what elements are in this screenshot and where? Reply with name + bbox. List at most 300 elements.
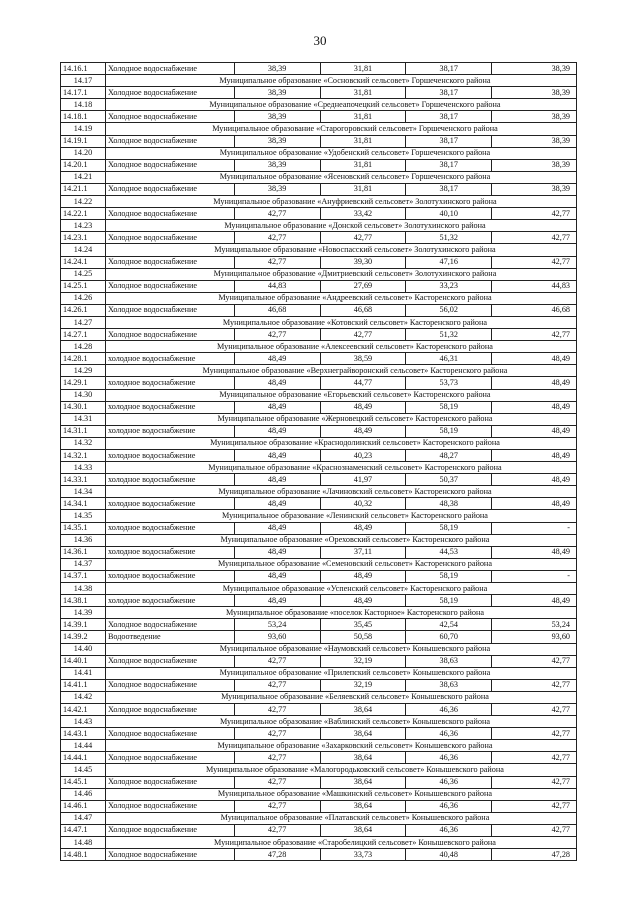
tariff-value-1: 47,28 xyxy=(234,849,320,861)
tariff-value-2: 31,81 xyxy=(320,183,406,195)
tariff-value-4: 48,49 xyxy=(492,353,577,365)
tariff-value-4: 42,77 xyxy=(492,728,577,740)
tariff-value-3: 38,63 xyxy=(406,679,492,691)
tariff-value-2: 31,81 xyxy=(320,159,406,171)
service-row xyxy=(61,546,577,558)
municipality-name: Муниципальное образование «Беляевский сельсовет» Конышевского района xyxy=(105,691,576,703)
row-number: 14.22.1 xyxy=(61,208,106,220)
municipality-row xyxy=(61,486,577,498)
municipality-row xyxy=(61,413,577,425)
tariff-value-2: 32,19 xyxy=(320,655,406,667)
tariff-value-4: 42,77 xyxy=(492,208,577,220)
tariff-value-2: 38,64 xyxy=(320,800,406,812)
tariff-value-2: 42,77 xyxy=(320,232,406,244)
row-number: 14.36 xyxy=(61,534,106,546)
tariff-value-2: 42,77 xyxy=(320,329,406,341)
tariff-value-3: 40,10 xyxy=(406,208,492,220)
tariff-value-4: 48,49 xyxy=(492,425,577,437)
service-name: Холодное водоснабжение xyxy=(105,208,234,220)
tariff-value-2: 44,77 xyxy=(320,377,406,389)
row-number: 14.27.1 xyxy=(61,329,106,341)
tariff-value-1: 48,49 xyxy=(234,595,320,607)
service-row xyxy=(61,679,577,691)
service-row xyxy=(61,522,577,534)
tariff-value-3: 47,16 xyxy=(406,256,492,268)
service-name: Холодное водоснабжение xyxy=(105,63,234,75)
row-number: 14.38.1 xyxy=(61,595,106,607)
tariff-value-2: 33,42 xyxy=(320,208,406,220)
municipality-name: Муниципальное образование «Ленинский сельсовет» Касторенского района xyxy=(105,510,576,522)
service-name: холодное водоснабжение xyxy=(105,546,234,558)
service-name: Холодное водоснабжение xyxy=(105,655,234,667)
service-name: холодное водоснабжение xyxy=(105,377,234,389)
service-row xyxy=(61,159,577,171)
row-number: 14.47.1 xyxy=(61,824,106,836)
tariff-value-4: - xyxy=(492,522,577,534)
municipality-name: Муниципальное образование «Сосновский сельсовет» Горшеченского района xyxy=(105,75,576,87)
municipality-row xyxy=(61,716,577,728)
row-number: 14.46.1 xyxy=(61,800,106,812)
tariff-value-4: 42,77 xyxy=(492,703,577,715)
service-name: Холодное водоснабжение xyxy=(105,256,234,268)
row-number: 14.48.1 xyxy=(61,849,106,861)
tariff-value-1: 48,49 xyxy=(234,570,320,582)
service-name: холодное водоснабжение xyxy=(105,450,234,462)
service-row xyxy=(61,63,577,75)
service-row xyxy=(61,304,577,316)
tariff-value-3: 53,73 xyxy=(406,377,492,389)
tariff-value-1: 48,49 xyxy=(234,522,320,534)
row-number: 14.26.1 xyxy=(61,304,106,316)
tariff-value-2: 41,97 xyxy=(320,474,406,486)
tariff-value-4: 48,49 xyxy=(492,595,577,607)
tariff-value-4: 46,68 xyxy=(492,304,577,316)
municipality-row xyxy=(61,220,577,232)
tariff-value-2: 38,59 xyxy=(320,353,406,365)
row-number: 14.24.1 xyxy=(61,256,106,268)
municipality-name: Муниципальное образование «Прилепский сельсовет» Конышевского района xyxy=(105,667,576,679)
tariff-value-1: 48,49 xyxy=(234,425,320,437)
tariff-value-3: 58,19 xyxy=(406,595,492,607)
row-number: 14.48 xyxy=(61,837,106,849)
service-row xyxy=(61,232,577,244)
tariff-value-3: 38,63 xyxy=(406,655,492,667)
tariff-value-1: 42,77 xyxy=(234,824,320,836)
row-number: 14.40.1 xyxy=(61,655,106,667)
tariff-value-1: 42,77 xyxy=(234,752,320,764)
tariff-value-4: 38,39 xyxy=(492,111,577,123)
tariff-value-1: 42,77 xyxy=(234,232,320,244)
municipality-row xyxy=(61,837,577,849)
service-row xyxy=(61,824,577,836)
service-row xyxy=(61,728,577,740)
tariff-value-4: 48,49 xyxy=(492,377,577,389)
service-name: холодное водоснабжение xyxy=(105,401,234,413)
row-number: 14.17.1 xyxy=(61,87,106,99)
row-number: 14.18 xyxy=(61,99,106,111)
tariff-value-4: - xyxy=(492,570,577,582)
service-row xyxy=(61,849,577,861)
municipality-name: Муниципальное образование «Наумовский сельсовет» Конышевского района xyxy=(105,643,576,655)
municipality-row xyxy=(61,788,577,800)
tariff-value-2: 48,49 xyxy=(320,570,406,582)
municipality-name: Муниципальное образование «Старобелицкий сельсовет» Конышевского района xyxy=(105,837,576,849)
municipality-name: Муниципальное образование «Верхнеграйворонский сельсовет» Касторенского района xyxy=(105,365,576,377)
tariff-value-1: 48,49 xyxy=(234,401,320,413)
service-row xyxy=(61,135,577,147)
row-number: 14.28.1 xyxy=(61,353,106,365)
service-name: холодное водоснабжение xyxy=(105,595,234,607)
service-name: Холодное водоснабжение xyxy=(105,776,234,788)
municipality-row xyxy=(61,316,577,328)
row-number: 14.21.1 xyxy=(61,183,106,195)
municipality-name: Муниципальное образование «Жерновецкий сельсовет» Касторенского района xyxy=(105,413,576,425)
service-name: Водоотведение xyxy=(105,631,234,643)
service-name: холодное водоснабжение xyxy=(105,570,234,582)
municipality-name: Муниципальное образование «Дмитриевский сельсовет» Золотухинского района xyxy=(105,268,576,280)
municipality-name: Муниципальное образование «Среднеапочецкий сельсовет» Горшеченского района xyxy=(105,99,576,111)
tariff-value-4: 42,77 xyxy=(492,232,577,244)
page-number: 30 xyxy=(313,33,327,48)
municipality-name: Муниципальное образование «Новоспасский сельсовет» Золотухинского района xyxy=(105,244,576,256)
row-number: 14.28 xyxy=(61,341,106,353)
tariff-value-2: 48,49 xyxy=(320,401,406,413)
tariff-value-2: 33,73 xyxy=(320,849,406,861)
row-number: 14.31.1 xyxy=(61,425,106,437)
service-name: Холодное водоснабжение xyxy=(105,619,234,631)
tariff-value-3: 51,32 xyxy=(406,232,492,244)
row-number: 14.30 xyxy=(61,389,106,401)
row-number: 14.39.2 xyxy=(61,631,106,643)
tariff-value-3: 46,36 xyxy=(406,703,492,715)
row-number: 14.23.1 xyxy=(61,232,106,244)
row-number: 14.42.1 xyxy=(61,703,106,715)
row-number: 14.35 xyxy=(61,510,106,522)
tariff-value-1: 38,39 xyxy=(234,63,320,75)
tariff-value-4: 38,39 xyxy=(492,159,577,171)
row-number: 14.20 xyxy=(61,147,106,159)
tariff-value-4: 42,77 xyxy=(492,776,577,788)
tariff-value-4: 42,77 xyxy=(492,824,577,836)
tariff-value-3: 46,36 xyxy=(406,824,492,836)
tariff-value-2: 31,81 xyxy=(320,135,406,147)
municipality-name: Муниципальное образование «Краснознаменский сельсовет» Касторенского района xyxy=(105,462,576,474)
row-number: 14.40 xyxy=(61,643,106,655)
tariff-value-3: 44,53 xyxy=(406,546,492,558)
municipality-name: Муниципальное образование «Ореховский сельсовет» Касторенского района xyxy=(105,534,576,546)
tariff-value-4: 42,77 xyxy=(492,655,577,667)
service-name: Холодное водоснабжение xyxy=(105,800,234,812)
municipality-name: Муниципальное образование «Малогородьковский сельсовет» Конышевского района xyxy=(105,764,576,776)
service-name: Холодное водоснабжение xyxy=(105,87,234,99)
municipality-row xyxy=(61,292,577,304)
tariff-value-2: 38,64 xyxy=(320,728,406,740)
tariff-value-3: 46,36 xyxy=(406,728,492,740)
row-number: 14.37.1 xyxy=(61,570,106,582)
service-row xyxy=(61,256,577,268)
municipality-row xyxy=(61,75,577,87)
row-number: 14.42 xyxy=(61,691,106,703)
row-number: 14.33.1 xyxy=(61,474,106,486)
tariff-value-2: 48,49 xyxy=(320,425,406,437)
tariff-value-4: 48,49 xyxy=(492,498,577,510)
municipality-name: Муниципальное образование «Ваблинский сельсовет» Конышевского района xyxy=(105,716,576,728)
row-number: 14.26 xyxy=(61,292,106,304)
row-number: 14.37 xyxy=(61,558,106,570)
tariff-value-2: 40,32 xyxy=(320,498,406,510)
tariff-value-4: 42,77 xyxy=(492,256,577,268)
tariff-value-1: 42,77 xyxy=(234,679,320,691)
row-number: 14.45.1 xyxy=(61,776,106,788)
service-name: Холодное водоснабжение xyxy=(105,824,234,836)
tariff-value-3: 58,19 xyxy=(406,425,492,437)
row-number: 14.29.1 xyxy=(61,377,106,389)
tariff-value-1: 42,77 xyxy=(234,208,320,220)
tariff-value-3: 56,02 xyxy=(406,304,492,316)
tariff-value-3: 38,17 xyxy=(406,63,492,75)
service-name: Холодное водоснабжение xyxy=(105,183,234,195)
tariff-value-4: 42,77 xyxy=(492,752,577,764)
service-row xyxy=(61,329,577,341)
tariff-value-1: 48,49 xyxy=(234,377,320,389)
tariff-value-3: 46,36 xyxy=(406,752,492,764)
municipality-row xyxy=(61,171,577,183)
tariff-value-2: 46,68 xyxy=(320,304,406,316)
row-number: 14.18.1 xyxy=(61,111,106,123)
tariff-value-3: 38,17 xyxy=(406,159,492,171)
tariff-value-3: 46,36 xyxy=(406,800,492,812)
service-name: Холодное водоснабжение xyxy=(105,849,234,861)
tariff-value-3: 50,37 xyxy=(406,474,492,486)
row-number: 14.30.1 xyxy=(61,401,106,413)
tariff-value-3: 48,27 xyxy=(406,450,492,462)
tariff-value-2: 31,81 xyxy=(320,63,406,75)
tariff-value-3: 48,38 xyxy=(406,498,492,510)
municipality-name: Муниципальное образование «Успенский сельсовет» Касторенского района xyxy=(105,583,576,595)
tariff-value-2: 31,81 xyxy=(320,111,406,123)
row-number: 14.20.1 xyxy=(61,159,106,171)
tariff-value-2: 38,64 xyxy=(320,703,406,715)
tariff-value-2: 31,81 xyxy=(320,87,406,99)
service-name: холодное водоснабжение xyxy=(105,522,234,534)
tariff-value-1: 48,49 xyxy=(234,474,320,486)
municipality-row xyxy=(61,123,577,135)
tariff-value-3: 38,17 xyxy=(406,135,492,147)
service-row xyxy=(61,280,577,292)
row-number: 14.38 xyxy=(61,583,106,595)
municipality-name: Муниципальное образование «Машкинский сельсовет» Конышевского района xyxy=(105,788,576,800)
tariff-value-3: 38,17 xyxy=(406,183,492,195)
tariff-value-2: 37,11 xyxy=(320,546,406,558)
tariff-value-1: 44,83 xyxy=(234,280,320,292)
tariff-value-4: 38,39 xyxy=(492,63,577,75)
service-row xyxy=(61,353,577,365)
row-number: 14.34 xyxy=(61,486,106,498)
service-name: холодное водоснабжение xyxy=(105,425,234,437)
municipality-row xyxy=(61,558,577,570)
tariff-value-4: 38,39 xyxy=(492,135,577,147)
service-row xyxy=(61,425,577,437)
municipality-row xyxy=(61,534,577,546)
tariff-value-1: 42,77 xyxy=(234,703,320,715)
municipality-name: Муниципальное образование «Лачиновский сельсовет» Касторенского района xyxy=(105,486,576,498)
municipality-row xyxy=(61,510,577,522)
tariff-value-1: 42,77 xyxy=(234,800,320,812)
tariff-value-4: 38,39 xyxy=(492,87,577,99)
municipality-row xyxy=(61,268,577,280)
service-row xyxy=(61,776,577,788)
tariff-value-1: 38,39 xyxy=(234,111,320,123)
service-name: холодное водоснабжение xyxy=(105,353,234,365)
tariff-value-4: 44,83 xyxy=(492,280,577,292)
tariff-value-1: 93,60 xyxy=(234,631,320,643)
municipality-row xyxy=(61,99,577,111)
municipality-name: Муниципальное образование «Краснодолинский сельсовет» Касторенского района xyxy=(105,437,576,449)
tariff-value-2: 32,19 xyxy=(320,679,406,691)
row-number: 14.39 xyxy=(61,607,106,619)
tariff-value-1: 48,49 xyxy=(234,546,320,558)
service-row xyxy=(61,595,577,607)
tariff-value-3: 58,19 xyxy=(406,401,492,413)
service-name: Холодное водоснабжение xyxy=(105,728,234,740)
service-name: Холодное водоснабжение xyxy=(105,111,234,123)
service-row xyxy=(61,377,577,389)
tariff-value-1: 42,77 xyxy=(234,728,320,740)
tariff-value-4: 38,39 xyxy=(492,183,577,195)
tariff-value-1: 42,77 xyxy=(234,329,320,341)
municipality-row xyxy=(61,740,577,752)
tariff-value-1: 42,77 xyxy=(234,776,320,788)
tariff-value-3: 40,48 xyxy=(406,849,492,861)
service-name: холодное водоснабжение xyxy=(105,474,234,486)
municipality-row xyxy=(61,812,577,824)
municipality-name: Муниципальное образование «Удобенский сельсовет» Горшеченского района xyxy=(105,147,576,159)
service-row xyxy=(61,631,577,643)
row-number: 14.27 xyxy=(61,316,106,328)
municipality-row xyxy=(61,196,577,208)
tariff-value-1: 38,39 xyxy=(234,135,320,147)
municipality-name: Муниципальное образование «Захарковский сельсовет» Конышевского района xyxy=(105,740,576,752)
service-row xyxy=(61,752,577,764)
row-number: 14.35.1 xyxy=(61,522,106,534)
row-number: 14.19 xyxy=(61,123,106,135)
municipality-row xyxy=(61,365,577,377)
municipality-row xyxy=(61,147,577,159)
municipality-name: Муниципальное образование «Ясеновский сельсовет» Горшеченского района xyxy=(105,171,576,183)
tariff-value-2: 38,64 xyxy=(320,776,406,788)
service-row xyxy=(61,703,577,715)
tariff-value-1: 46,68 xyxy=(234,304,320,316)
tariff-value-1: 38,39 xyxy=(234,183,320,195)
row-number: 14.36.1 xyxy=(61,546,106,558)
row-number: 14.41.1 xyxy=(61,679,106,691)
service-row xyxy=(61,570,577,582)
tariff-value-1: 38,39 xyxy=(234,87,320,99)
service-row xyxy=(61,111,577,123)
tariff-value-1: 48,49 xyxy=(234,353,320,365)
tariff-value-2: 35,45 xyxy=(320,619,406,631)
row-number: 14.44.1 xyxy=(61,752,106,764)
tariff-value-4: 42,77 xyxy=(492,329,577,341)
municipality-row xyxy=(61,691,577,703)
tariff-value-4: 53,24 xyxy=(492,619,577,631)
row-number: 14.43.1 xyxy=(61,728,106,740)
row-number: 14.19.1 xyxy=(61,135,106,147)
service-row xyxy=(61,450,577,462)
municipality-row xyxy=(61,583,577,595)
tariff-table xyxy=(60,62,577,861)
tariff-value-2: 27,69 xyxy=(320,280,406,292)
row-number: 14.22 xyxy=(61,196,106,208)
municipality-row xyxy=(61,667,577,679)
municipality-name: Муниципальное образование «поселок Касторное» Касторенского района xyxy=(105,607,576,619)
tariff-value-3: 33,23 xyxy=(406,280,492,292)
municipality-row xyxy=(61,643,577,655)
row-number: 14.16.1 xyxy=(61,63,106,75)
service-name: холодное водоснабжение xyxy=(105,498,234,510)
service-name: Холодное водоснабжение xyxy=(105,679,234,691)
municipality-name: Муниципальное образование «Егорьевский сельсовет» Касторенского района xyxy=(105,389,576,401)
municipality-name: Муниципальное образование «Семеновский сельсовет» Касторенского района xyxy=(105,558,576,570)
tariff-value-4: 93,60 xyxy=(492,631,577,643)
municipality-row xyxy=(61,389,577,401)
tariff-value-4: 48,49 xyxy=(492,546,577,558)
row-number: 14.25.1 xyxy=(61,280,106,292)
tariff-value-1: 42,77 xyxy=(234,655,320,667)
tariff-value-3: 58,19 xyxy=(406,522,492,534)
tariff-value-2: 38,64 xyxy=(320,752,406,764)
tariff-value-1: 53,24 xyxy=(234,619,320,631)
tariff-value-2: 38,64 xyxy=(320,824,406,836)
row-number: 14.47 xyxy=(61,812,106,824)
tariff-value-4: 48,49 xyxy=(492,474,577,486)
row-number: 14.17 xyxy=(61,75,106,87)
tariff-value-3: 60,70 xyxy=(406,631,492,643)
tariff-value-3: 38,17 xyxy=(406,87,492,99)
municipality-row xyxy=(61,341,577,353)
row-number: 14.44 xyxy=(61,740,106,752)
row-number: 14.31 xyxy=(61,413,106,425)
tariff-value-1: 48,49 xyxy=(234,450,320,462)
row-number: 14.25 xyxy=(61,268,106,280)
row-number: 14.21 xyxy=(61,171,106,183)
tariff-value-4: 48,49 xyxy=(492,401,577,413)
tariff-value-2: 40,23 xyxy=(320,450,406,462)
service-name: Холодное водоснабжение xyxy=(105,232,234,244)
service-name: Холодное водоснабжение xyxy=(105,329,234,341)
service-name: Холодное водоснабжение xyxy=(105,135,234,147)
tariff-value-2: 50,58 xyxy=(320,631,406,643)
tariff-value-3: 58,19 xyxy=(406,570,492,582)
tariff-value-2: 48,49 xyxy=(320,595,406,607)
municipality-name: Муниципальное образование «Андреевский сельсовет» Касторенского района xyxy=(105,292,576,304)
tariff-value-3: 46,31 xyxy=(406,353,492,365)
tariff-value-3: 51,32 xyxy=(406,329,492,341)
municipality-name: Муниципальное образование «Ануфриевский сельсовет» Золотухинского района xyxy=(105,196,576,208)
municipality-name: Муниципальное образование «Котовский сельсовет» Касторенского района xyxy=(105,316,576,328)
service-row xyxy=(61,87,577,99)
tariff-value-3: 38,17 xyxy=(406,111,492,123)
service-row xyxy=(61,183,577,195)
row-number: 14.32 xyxy=(61,437,106,449)
service-row xyxy=(61,401,577,413)
municipality-name: Муниципальное образование «Старогоровский сельсовет» Горшеченского района xyxy=(105,123,576,135)
tariff-value-1: 48,49 xyxy=(234,498,320,510)
row-number: 14.24 xyxy=(61,244,106,256)
tariff-value-1: 38,39 xyxy=(234,159,320,171)
row-number: 14.32.1 xyxy=(61,450,106,462)
tariff-value-4: 48,49 xyxy=(492,450,577,462)
